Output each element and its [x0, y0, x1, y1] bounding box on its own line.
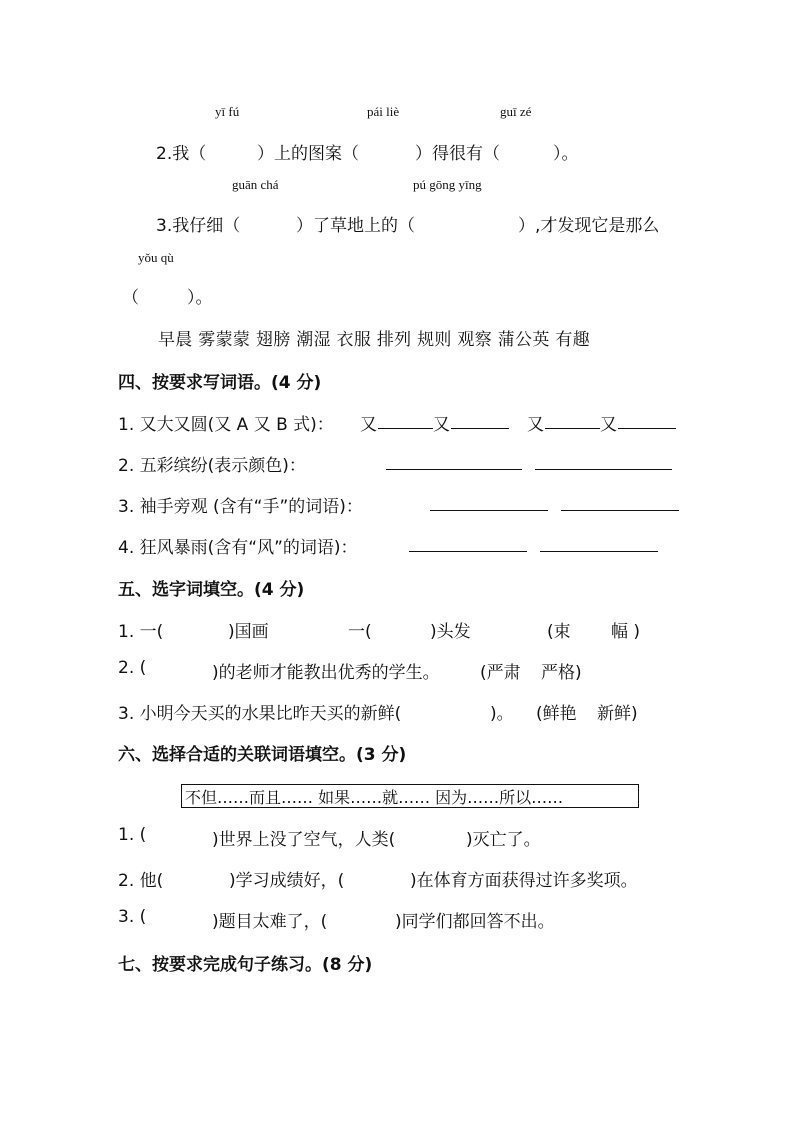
s6-q1-a: 1. (	[118, 825, 147, 845]
s5-q2-opt2: 严格)	[541, 663, 582, 683]
pinyin-yifu: yī fú	[215, 104, 240, 119]
section-7-title: 七、按要求完成句子练习。(8 分)	[118, 955, 373, 975]
q3b-part2: ）。	[187, 288, 213, 308]
s5-q2-a: 2. (	[118, 658, 147, 678]
s4-item3-blank-1[interactable]	[430, 510, 548, 511]
q2-part1: 2.我（	[156, 144, 207, 164]
s5-q1-c: 一(	[348, 622, 372, 642]
s5-q3-a: 3. 小明今天买的水果比昨天买的新鲜(	[118, 704, 402, 724]
s4-you-3: 又	[527, 415, 544, 435]
section-4-title: 四、按要求写词语。(4 分)	[118, 373, 322, 393]
s4-item4-blank-1[interactable]	[409, 551, 527, 552]
s6-q3-b: )题目太难了，(	[212, 912, 328, 932]
s4-item3-blank-2[interactable]	[561, 510, 679, 511]
s5-q1-opt1: (束	[547, 622, 571, 642]
s6-q1-c: )灭亡了。	[466, 830, 541, 850]
s5-q1-d: )头发	[430, 622, 471, 642]
s4-blank-4[interactable]	[618, 428, 676, 429]
q3b-part1: （	[122, 288, 139, 308]
s4-blank-2[interactable]	[451, 428, 509, 429]
s4-item1-text: 1. 又大又圆(又 A 又 B 式)：	[118, 415, 334, 435]
s5-q3-b: )。	[490, 704, 514, 724]
q3-part3: ）,才发现它是那么	[518, 216, 660, 236]
s5-q1-a: 1. 一(	[118, 622, 164, 642]
s4-item4-text: 4. 狂风暴雨(含有“风”的词语)：	[118, 538, 358, 558]
s6-q3-c: )同学们都回答不出。	[395, 912, 555, 932]
s4-item2-blank-1[interactable]	[386, 469, 522, 470]
q2-part2: ）上的图案（	[257, 144, 359, 164]
s4-blank-3[interactable]	[545, 428, 600, 429]
s5-q1-b: )国画	[228, 622, 269, 642]
s6-q2-a: 2. 他(	[118, 871, 164, 891]
s4-you-4: 又	[600, 415, 617, 435]
s6-q3-a: 3. (	[118, 907, 147, 927]
pinyin-guize: guī zé	[500, 104, 532, 119]
s5-q1-opt2: 幅 )	[611, 622, 641, 642]
conjunction-options: 不但……而且…… 如果……就…… 因为……所以……	[185, 788, 564, 807]
s6-q1-b: )世界上没了空气，人类(	[212, 830, 396, 850]
s5-q2-opt1: (严肃	[480, 663, 521, 683]
s4-you-1: 又	[360, 415, 377, 435]
s5-q3-opt2: 新鲜)	[597, 704, 638, 724]
s4-item2-blank-2[interactable]	[535, 469, 672, 470]
s4-item3-text: 3. 袖手旁观 (含有“手”的词语)：	[118, 497, 363, 517]
s5-q2-b: )的老师才能教出优秀的学生。	[212, 663, 440, 683]
section-6-title: 六、选择合适的关联词语填空。(3 分)	[118, 745, 407, 765]
s4-blank-1[interactable]	[378, 428, 433, 429]
q3-part2: ）了草地上的（	[296, 216, 415, 236]
s4-you-2: 又	[433, 415, 450, 435]
s6-q2-b: )学习成绩好，(	[229, 871, 345, 891]
section-5-title: 五、选字词填空。(4 分)	[118, 580, 305, 600]
s5-q3-opt1: (鲜艳	[536, 704, 577, 724]
q3-part1: 3.我仔细（	[156, 216, 241, 236]
s6-q2-c: )在体育方面获得过许多奖项。	[410, 871, 638, 891]
pinyin-pugongying: pú gōng yīng	[413, 177, 482, 192]
s4-item4-blank-2[interactable]	[540, 551, 658, 552]
pinyin-guancha: guān chá	[232, 177, 279, 192]
q2-part3: ）得很有（	[415, 144, 500, 164]
s4-item2-text: 2. 五彩缤纷(表示颜色)：	[118, 456, 306, 476]
word-bank: 早晨 雾蒙蒙 翅膀 潮湿 衣服 排列 规则 观察 蒲公英 有趣	[158, 330, 590, 350]
q2-part4: ）。	[553, 144, 579, 164]
pinyin-pailie: pái liè	[367, 104, 400, 119]
pinyin-youqu: yǒu qù	[138, 250, 174, 265]
